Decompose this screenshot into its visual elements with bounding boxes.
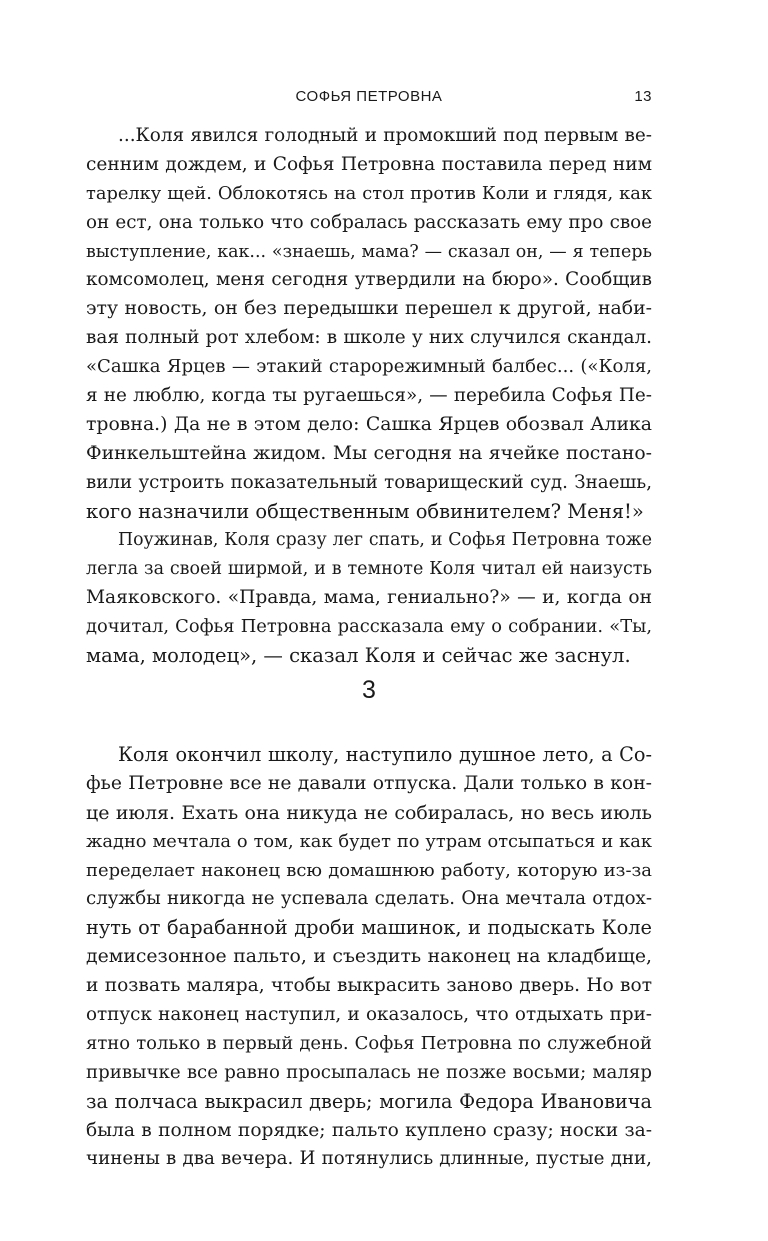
text-line: це июля. Ехать она никуда не собиралась, но весь июль: [86, 801, 652, 824]
text-line: вили устроить показательный товарищеский суд. Знаешь,: [86, 471, 652, 493]
text-line: Маяковского. «Правда, мама, гениально?» — и, когда он: [86, 586, 652, 608]
text-line: комсомолец, меня сегодня утвердили на бюро». Сообщив: [86, 269, 652, 291]
page-number: 13: [634, 88, 652, 105]
text-line: Финкельштейна жидом. Мы сегодня на ячейке постано-: [86, 442, 652, 464]
text-line: нуть от барабанной дроби машинок, и подыскать Коле: [86, 916, 652, 940]
text-line: я не люблю, когда ты ругаешься», — перебила Софья Пе-: [86, 385, 652, 407]
text-line: ятно только в первый день. Софья Петровна по служебной: [86, 1032, 652, 1054]
paragraph-2: [86, 526, 652, 670]
text-line: фье Петровне все не давали отпуска. Дали только в кон-: [86, 772, 652, 794]
text-line: выступление, как... «знаешь, мама? — сказал он, — я теперь: [86, 241, 652, 262]
text-line: и позвать маляра, чтобы выкрасить заново дверь. Но вот: [86, 975, 652, 997]
text-line: службы никогда не успевала сделать. Она мечтала отдох-: [86, 888, 652, 910]
running-title: СОФЬЯ ПЕТРОВНА: [295, 88, 443, 105]
paragraph-3: [86, 741, 652, 1174]
text-line: он ест, она только что собралась рассказать ему про свое: [86, 211, 652, 233]
paragraph-1: [86, 122, 652, 526]
text-line: тарелку щей. Облокотясь на стол против Коли и глядя, как: [86, 182, 652, 204]
text-line: дочитал, Софья Петровна рассказала ему о собрании. «Ты,: [86, 615, 652, 637]
text-line: тровна.) Да не в этом дело: Сашка Ярцев обозвал Алика: [86, 413, 652, 435]
running-head: [86, 88, 652, 108]
text-line: жадно мечтала о том, как будет по утрам отсыпаться и как: [86, 830, 652, 852]
text-line: демисезонное пальто, и съездить наконец на кладбище,: [86, 946, 652, 968]
text-line: вая полный рот хлебом: в школе у них случился скандал.: [86, 327, 652, 349]
text-line: Коля окончил школу, наступило душное лето, а Со-: [118, 743, 652, 766]
text-line: сенним дождем, и Софья Петровна поставила перед ним: [86, 153, 652, 175]
text-line: мама, молодец», — сказал Коля и сейчас же заснул.: [86, 643, 631, 667]
section-number: 3: [362, 676, 376, 704]
text-line: эту новость, он без передышки перешел к другой, наби-: [86, 298, 652, 320]
text-line: привычке все равно просыпалась не позже восьми; маляр: [86, 1061, 652, 1083]
text-line: ...Коля явился голодный и промокший под первым ве-: [118, 125, 652, 146]
text-line: Поужинав, Коля сразу лег спать, и Софья Петровна тоже: [118, 530, 652, 550]
text-line: чинены в два вечера. И потянулись длинные, пустые дни,: [86, 1148, 652, 1170]
text-line: была в полном порядке; пальто куплено сразу; носки за-: [86, 1119, 652, 1141]
text-line: за полчаса выкрасил дверь; могила Федора Ивановича: [86, 1089, 652, 1113]
text-line: «Сашка Ярцев — этакий старорежимный балбес... («Коля,: [86, 356, 652, 378]
text-line: переделает наконец всю домашнюю работу, которую из-за: [86, 859, 652, 881]
text-line: кого назначили общественным обвинителем? Меня!»: [86, 499, 644, 523]
text-line: легла за своей ширмой, и в темноте Коля читал ей наизусть: [86, 558, 652, 579]
text-line: отпуск наконец наступил, и оказалось, что отдыхать при-: [86, 1004, 652, 1026]
